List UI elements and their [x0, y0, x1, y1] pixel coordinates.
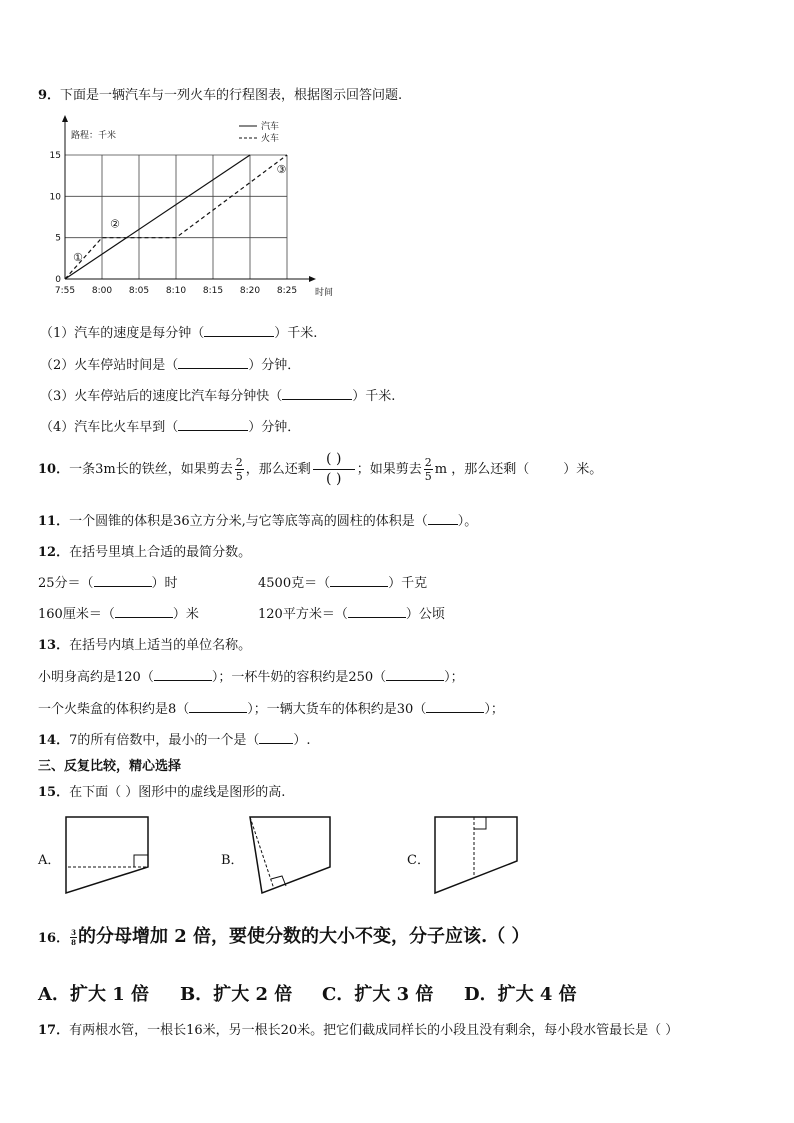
q16-option-d[interactable]: D．扩大 4 倍 — [464, 984, 577, 1005]
answer-blank[interactable] — [428, 513, 458, 525]
legend-label: 汽车 — [261, 122, 280, 132]
answer-blank[interactable] — [348, 606, 406, 618]
q12-title: 12．在括号里填上合适的最简分数。 — [38, 545, 252, 560]
answer-blank[interactable] — [154, 669, 212, 681]
q16-option-c[interactable]: C．扩大 3 倍 — [322, 984, 434, 1005]
section-heading: 三、反复比较，精心选择 — [38, 759, 182, 774]
y-tick-label: 10 — [49, 192, 61, 203]
answer-blank[interactable] — [178, 357, 248, 369]
x-axis-label: 时间 — [315, 288, 334, 298]
y-tick-label: 0 — [55, 275, 61, 285]
q15-figure-c[interactable] — [431, 815, 521, 895]
x-tick-label: 8:25 — [276, 286, 298, 296]
fraction: $\frac{2}{5}$ — [235, 456, 243, 483]
answer-blank[interactable] — [204, 325, 274, 337]
fraction: $\frac{2}{5}$ — [424, 456, 432, 483]
q12-item-3: 160厘米＝（ ）米 — [38, 607, 199, 622]
answer-blank[interactable] — [330, 575, 388, 587]
x-tick-label: 8:20 — [239, 286, 261, 296]
q11: 11．一个圆锥的体积是36立方分米,与它等底等高的圆柱的体积是（ ）。 — [38, 514, 478, 529]
q16-option-a[interactable]: A．扩大 1 倍 — [38, 984, 150, 1005]
answer-blank[interactable] — [94, 575, 152, 587]
q12-item-2: 4500克＝（ ）千克 — [258, 576, 428, 591]
q12-item-1: 25分＝（ ）时 — [38, 576, 178, 591]
y-axis-label: 路程：千米 — [71, 131, 117, 141]
y-axis-arrow — [62, 115, 68, 122]
q15-option-c-label[interactable]: C． — [407, 853, 430, 868]
q9-sub-1: （1）汽车的速度是每分钟（ ）千米. — [40, 326, 318, 341]
q12-item-4: 120平方米＝（ ）公顷 — [258, 607, 445, 622]
q15-option-a-label[interactable]: A． — [38, 853, 61, 868]
x-axis-arrow — [309, 276, 316, 282]
q15-figure-a[interactable] — [62, 815, 152, 895]
q10: 10．一条3m长的铁丝，如果剪去 $\frac{2}{5}$ ，那么还剩 $\frac{( )}{( )}$ ；如果剪去 $\frac{2}{5}$ m ，那么还剩（ ）米。 — [38, 451, 603, 487]
q15-figure-b[interactable] — [246, 815, 336, 895]
answer-blank[interactable] — [282, 388, 352, 400]
q9-title: 9．下面是一辆汽车与一列火车的行程图表，根据图示回答问题. — [38, 88, 403, 103]
y-tick-label: 15 — [49, 151, 61, 161]
q14: 14．7的所有倍数中，最小的一个是（ ）. — [38, 733, 311, 748]
q16: 16． $\frac{3}{8}$ 的分母增加 2 倍，要使分数的大小不变，分子应该.（ ） — [38, 926, 530, 947]
answer-blank[interactable] — [115, 606, 173, 618]
y-tick-label: 5 — [55, 233, 61, 244]
chart-marker: ① — [73, 250, 83, 264]
q17: 17．有两根水管，一根长16米，另一根长20米。把它们截成同样长的小段且没有剩余，每小段水管最长是（ ） — [38, 1023, 679, 1038]
chart-marker: ② — [110, 217, 120, 231]
q15-option-b-label[interactable]: B． — [221, 853, 244, 868]
fraction: $\frac{3}{8}$ — [71, 927, 76, 947]
travel-chart — [40, 112, 340, 302]
chart-marker: ③ — [276, 163, 287, 177]
q15-title: 15．在下面（ ）图形中的虚线是图形的高. — [38, 785, 286, 800]
q9-sub-3: （3）火车停站后的速度比汽车每分钟快（ ）千米. — [40, 389, 396, 404]
x-tick-label: 7:55 — [54, 286, 76, 296]
q13-title: 13．在括号内填上适当的单位名称。 — [38, 638, 252, 653]
x-tick-label: 8:00 — [91, 286, 113, 296]
x-tick-label: 8:05 — [128, 286, 150, 296]
q9-sub-2: （2）火车停站时间是（ ）分钟． — [40, 358, 301, 373]
x-tick-label: 8:15 — [202, 286, 224, 296]
answer-blank[interactable] — [259, 732, 293, 744]
x-tick-label: 8:10 — [165, 286, 187, 296]
q13-line-1: 小明身高约是120（ ）；一杯牛奶的容积约是250（ ）； — [38, 670, 464, 685]
answer-blank[interactable] — [386, 669, 444, 681]
answer-fraction[interactable]: $\frac{( )}{( )}$ — [313, 450, 355, 489]
q16-option-b[interactable]: B．扩大 2 倍 — [180, 984, 293, 1005]
answer-blank[interactable] — [178, 419, 248, 431]
answer-blank[interactable] — [189, 701, 247, 713]
q9-sub-4: （4）汽车比火车早到（ ）分钟． — [40, 420, 301, 435]
chart-labels — [50, 120, 333, 298]
answer-blank[interactable] — [426, 701, 484, 713]
series-line-car — [65, 155, 250, 279]
q13-line-2: 一个火柴盒的体积约是8（ ）；一辆大货车的体积约是30（ ）； — [38, 702, 504, 717]
legend-label: 火车 — [261, 134, 280, 144]
